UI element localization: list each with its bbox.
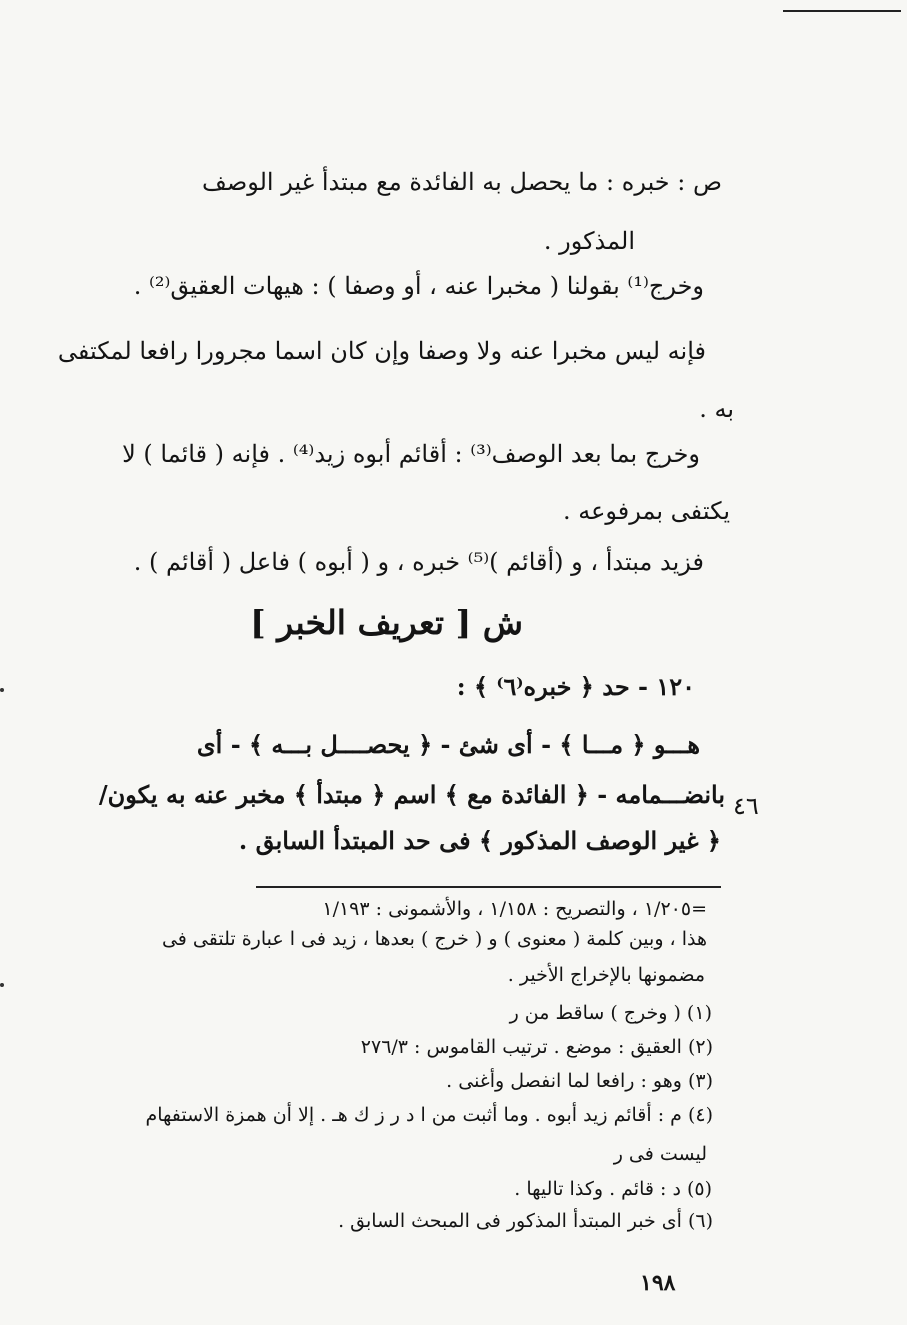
footnote-line: (٦) أى خبر المبتدأ المذكور فى المبحث السابق .	[338, 1210, 713, 1232]
body-line: يكتفى بمرفوعه .	[562, 497, 730, 525]
footnote-rule	[256, 886, 721, 888]
commentary-line: ﴿ غير الوصف المذكور ﴾ فى حد المبتدأ السابق .	[238, 826, 721, 855]
commentary-line: هـــو ﴿ مـــا ﴾ - أى شئ - ﴿ يحصــــل بـــه ﴾ - أى	[196, 730, 700, 759]
body-line: وخرج⁽¹⁾ بقولنا ( مخبرا عنه ، أو وصفا ) : هيهات العقيق⁽²⁾ .	[133, 272, 704, 300]
footnote-line: =١/٢٠٥ ، والتصريح : ١/١٥٨ ، والأشمونى : ١/١٩٣	[322, 898, 707, 920]
footnote-line: (٤) م : أقائم زيد أبوه . وما أثبت من ا د ر ز ك هـ . إلا أن همزة الاستفهام	[145, 1104, 713, 1126]
footnote-line: (٣) وهو : رافعا لما انفصل وأغنى .	[446, 1070, 713, 1092]
footnote-line: ليست فى ر	[613, 1143, 707, 1165]
margin-speck	[0, 688, 4, 692]
footnote-line: هذا ، وبين كلمة ( معنوى ) و ( خرج ) بعدها ، زيد فى ا عبارة تلتقى فى	[161, 928, 707, 950]
commentary-line: بانضـــمامه - ﴿ الفائدة مع ﴾ اسم ﴿ مبتدأ ﴾ مخبر عنه به يكون/	[98, 780, 725, 809]
body-line: فزيد مبتدأ ، و (أقائم )⁽⁵⁾ خبره ، و ( أبوه ) فاعل ( أقائم ) .	[133, 548, 704, 576]
margin-number: ٤٦	[733, 792, 759, 820]
subheading: ١٢٠ - حد ﴿ خبره⁽٦⁾ ﴾ :	[456, 672, 695, 701]
section-heading: ش [ تعريف الخبر ]	[250, 603, 523, 642]
body-line: به .	[699, 395, 734, 423]
footnote-line: (٢) العقيق : موضع . ترتيب القاموس : ٢٧٦/٣	[360, 1036, 713, 1058]
page-number: ١٩٨	[640, 1270, 676, 1296]
body-line: وخرج بما بعد الوصف⁽³⁾ : أقائم أبوه زيد⁽⁴⁾ . فإنه ( قائما ) لا	[122, 440, 700, 468]
footnote-line: (٥) د : قائم . وكذا تاليها .	[514, 1178, 712, 1200]
footnote-line: مضمونها بالإخراج الأخير .	[507, 964, 705, 986]
top-rule	[783, 10, 901, 12]
body-line: فإنه ليس مخبرا عنه ولا وصفا وإن كان اسما مجرورا رافعا لمكتفى	[57, 337, 706, 365]
body-line: ص : خبره : ما يحصل به الفائدة مع مبتدأ غير الوصف	[201, 168, 722, 196]
body-line: المذكور .	[543, 227, 635, 255]
margin-speck	[0, 983, 4, 987]
footnote-line: (١) ( وخرج ) ساقط من ر	[509, 1002, 712, 1024]
